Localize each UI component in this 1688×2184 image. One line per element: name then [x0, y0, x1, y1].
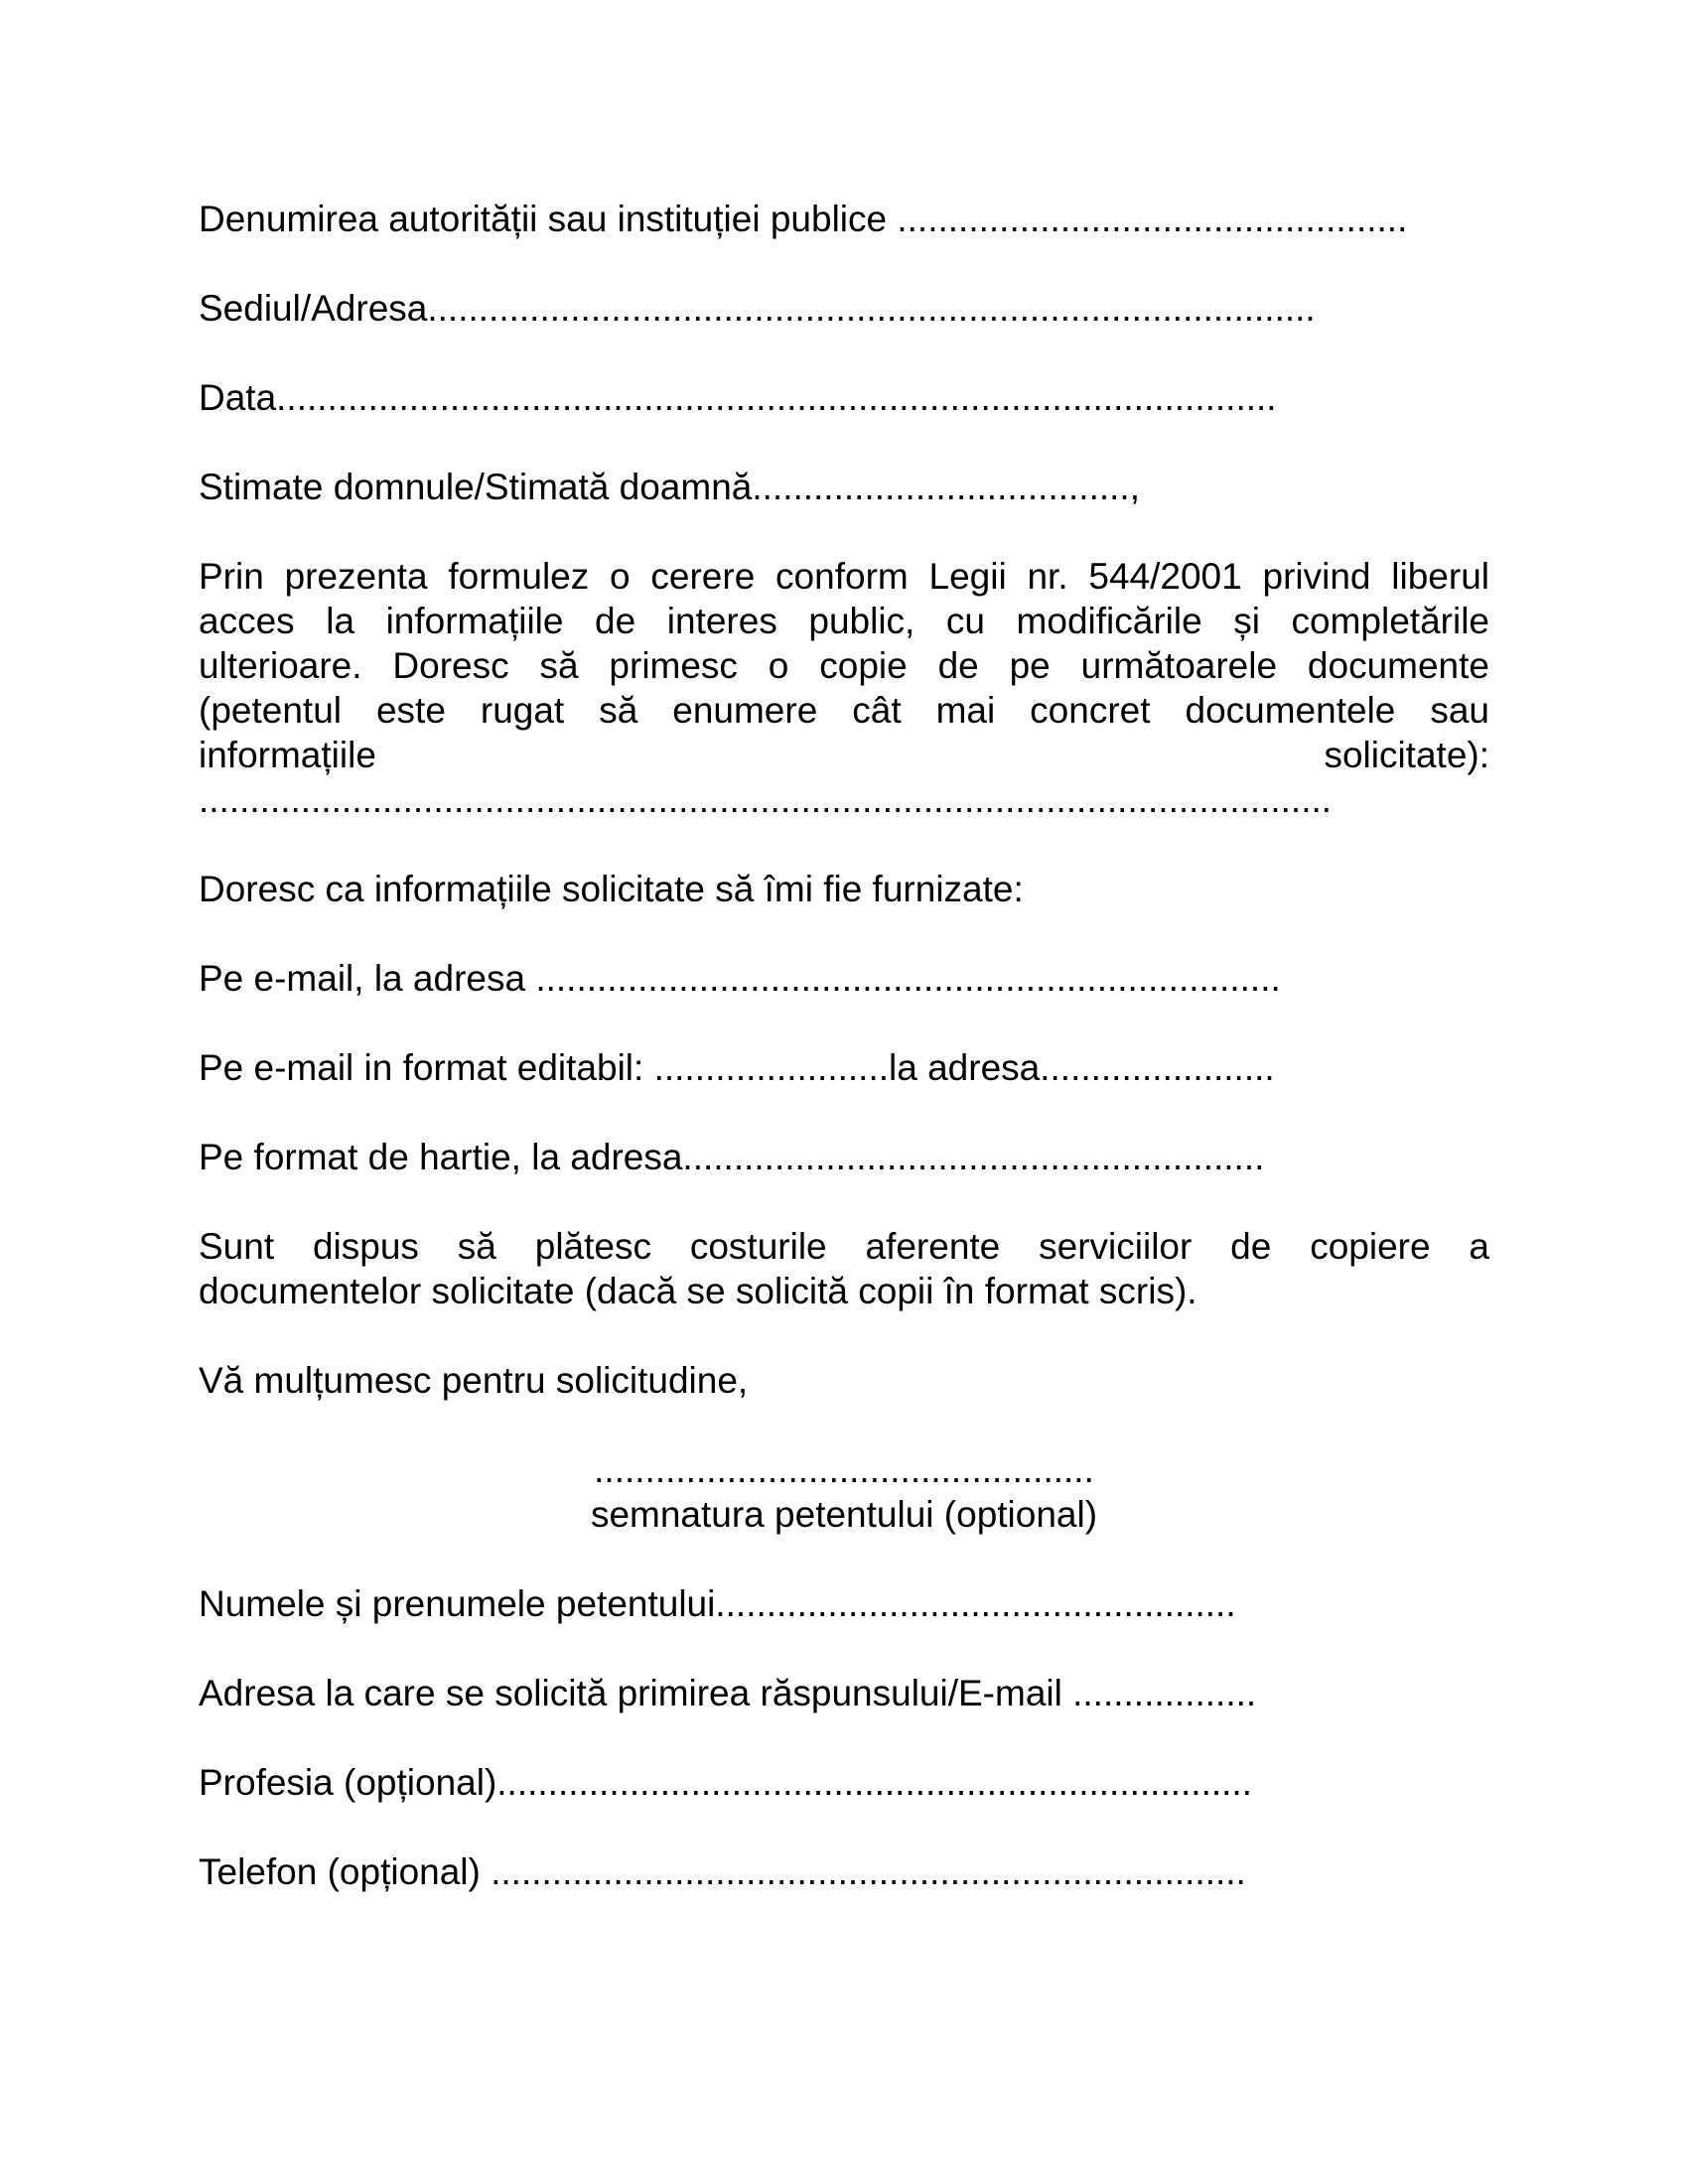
- email-editable-option: Pe e-mail in format editabil: .......................la adresa.......................: [199, 1047, 1275, 1088]
- documents-dotted-field: ...............................................................................................................: [199, 779, 1333, 820]
- cost-line-1: Sunt dispus să plătesc costurile aferente serviciilor de copiere a: [199, 1226, 1489, 1267]
- request-paragraph: [199, 554, 1489, 822]
- thanks-line: Vă mulțumesc pentru solicitudine,: [199, 1360, 749, 1401]
- cost-line-2: documentelor solicitate (dacă se solicită copii în format scris).: [199, 1271, 1197, 1311]
- request-last-right: solicitate):: [1324, 735, 1489, 775]
- request-line-5: [199, 733, 1489, 777]
- greeting-line: Stimate domnule/Stimată doamnă.....................................,: [199, 467, 1140, 507]
- authority-name-field: Denumirea autorității sau instituției publice ..................................................: [199, 199, 1408, 239]
- date-field: Data..................................................................................................: [199, 377, 1277, 418]
- signature-label: semnatura petentului (optional): [590, 1494, 1098, 1535]
- request-last-left: informațiile: [199, 735, 376, 775]
- request-line-3: ulterioare. Doresc să primesc o copie de pe următoarele documente: [199, 645, 1489, 686]
- paper-option: Pe format de hartie, la adresa.........................................................: [199, 1137, 1265, 1177]
- request-line-2: acces la informațiile de interes public, cu modificările și completările: [199, 601, 1489, 641]
- applicant-name-field: Numele și prenumele petentului...................................................: [199, 1583, 1236, 1624]
- address-field: Sediul/Adresa.......................................................................................: [199, 288, 1316, 329]
- delivery-intro: Doresc ca informațiile solicitate să îmi fie furnizate:: [199, 869, 1024, 909]
- request-form: [199, 197, 1489, 1939]
- cost-paragraph: [199, 1224, 1489, 1313]
- signature-block: [199, 1447, 1489, 1537]
- profession-field: Profesia (opțional)..........................................................................: [199, 1762, 1252, 1803]
- signature-dotted-field: .................................................: [594, 1449, 1094, 1490]
- email-option: Pe e-mail, la adresa .........................................................................: [199, 958, 1281, 999]
- response-address-field: Adresa la care se solicită primirea răspunsului/E-mail ..................: [199, 1673, 1257, 1713]
- request-line-4: (petentul este rugat să enumere cât mai concret documentele sau: [199, 690, 1489, 731]
- phone-field: Telefon (opțional) ..........................................................................: [199, 1851, 1246, 1892]
- request-line-1: Prin prezenta formulez o cerere conform Legii nr. 544/2001 privind liberul: [199, 556, 1489, 597]
